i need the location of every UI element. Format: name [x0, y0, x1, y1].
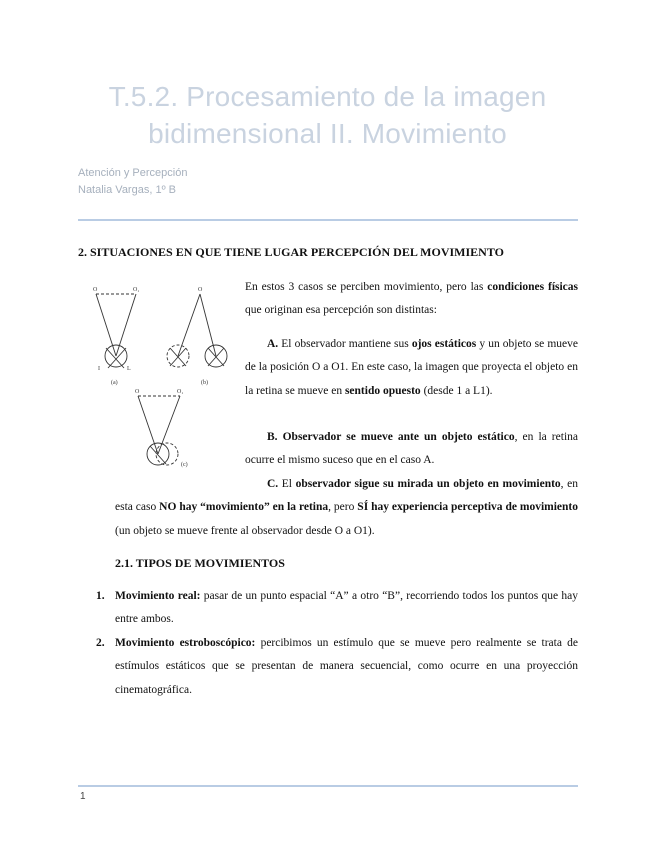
intro-text-2: que originan esa percepción son distintas: — [245, 304, 437, 317]
figure-panel-b — [167, 294, 227, 367]
intro-bold-1: condiciones físicas — [487, 281, 579, 293]
list-item-label: Movimiento real: — [115, 590, 201, 602]
intro-paragraph — [245, 276, 578, 323]
movement-types-list — [78, 585, 578, 702]
list-item-label: Movimiento estroboscópico: — [115, 636, 256, 649]
case-c-bold-3: SÍ hay experiencia perceptiva de movimiento — [357, 501, 579, 514]
case-c-text-1: El — [278, 478, 296, 490]
case-c-bold-2: NO hay “movimiento” en la retina — [159, 501, 329, 514]
list-item — [78, 585, 578, 632]
label-l: L — [127, 366, 131, 372]
label-o1-a: O₁ — [133, 287, 140, 293]
label-panel-b: (b) — [201, 380, 208, 386]
header-divider — [78, 219, 578, 221]
case-b-bold-1: Observador se mueve ante un objeto estático — [277, 431, 515, 443]
list-item-text — [115, 632, 578, 702]
label-o-a: O — [93, 287, 98, 293]
list-item-number: 1. — [96, 590, 105, 602]
list-item — [78, 632, 578, 702]
label-o-b: O — [198, 287, 203, 293]
case-c-text-3: , pero — [328, 501, 358, 514]
case-c-bold-1: observador sigue su mirada un objeto en movimiento — [295, 478, 561, 490]
figure-panel-c — [138, 396, 180, 465]
label-o-c: O — [135, 389, 140, 395]
case-b-letter: B. — [267, 431, 278, 443]
subject-label: Atención y Percepción — [78, 167, 188, 179]
title-line-1: T.5.2. Procesamiento de la imagen — [108, 81, 547, 112]
list-item-body: pasar de un punto espacial “A” a otro “B”, recorriendo todos los puntos que hay entre ambos. — [115, 590, 578, 626]
case-c-text-2: , en esta caso — [115, 478, 578, 514]
case-c-text-4: (un objeto se mueve frente al observador desde O a O1). — [115, 524, 375, 537]
author-label: Natalia Vargas, 1º B — [78, 184, 176, 196]
label-o1-c: O₁ — [177, 389, 184, 395]
title-line-2: bidimensional II. Movimiento — [148, 118, 507, 149]
case-c-paragraph — [115, 473, 578, 543]
list-item-number: 2. — [96, 636, 105, 649]
page-number: 1 — [80, 791, 86, 802]
document-title — [0, 78, 655, 152]
case-a-bold-2: sentido opuesto — [344, 384, 421, 397]
subsection-heading: 2.1. TIPOS DE MOVIMIENTOS — [115, 556, 285, 570]
case-a-text-2: y un objeto se mueve de la posición O a O1. En este caso, la imagen que proyecta el objeto en la retina se mueve en — [245, 338, 578, 397]
case-b-text-1: , en la retina ocurre el mismo suceso que en el caso A. — [245, 431, 578, 467]
case-c-letter: C. — [267, 478, 279, 490]
list-item-text — [115, 585, 578, 632]
label-i: I — [98, 366, 100, 372]
label-panel-c: (c) — [181, 462, 188, 468]
case-a-paragraph — [245, 333, 578, 403]
label-panel-a: (a) — [111, 380, 118, 386]
intro-text-1: En estos 3 casos se perciben movimiento, pero las — [245, 281, 488, 293]
case-a-letter: A. — [267, 338, 279, 350]
case-a-text-3: (desde 1 a L1). — [420, 384, 493, 397]
section-heading: 2. SITUACIONES EN QUE TIENE LUGAR PERCEPCIÓN DEL MOVIMIENTO — [78, 245, 504, 259]
footer-divider — [78, 785, 578, 787]
case-b-paragraph — [245, 426, 578, 473]
case-a-bold-1: ojos estáticos — [411, 338, 477, 350]
case-a-text-1: El observador mantiene sus — [278, 338, 412, 350]
figure-panel-a — [96, 294, 136, 368]
list-item-body: percibimos un estímulo que se mueve pero realmente se trata de estímulos estáticos que se presentan de manera secuencial, como ocurre en una proyección cinematográfica. — [115, 636, 578, 696]
eye-movement-figure — [78, 280, 238, 475]
